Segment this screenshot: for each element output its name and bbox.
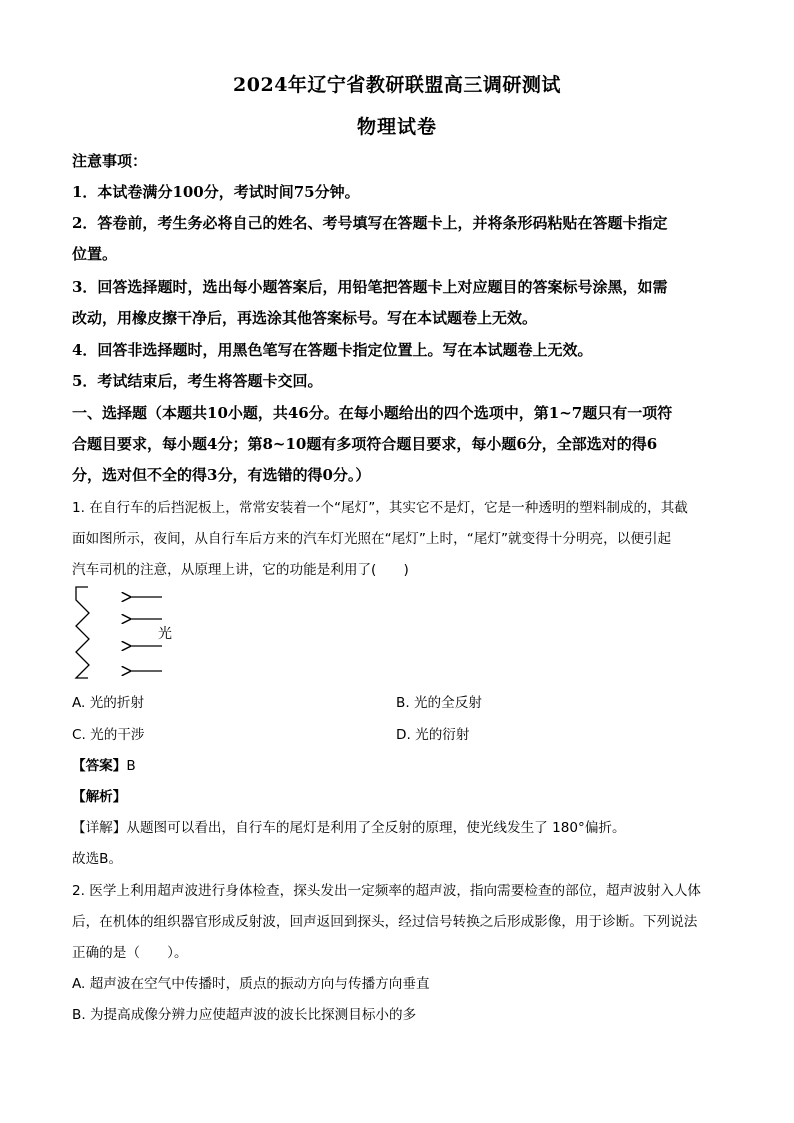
notice-item: 4．回答非选择题时，用黑色笔写在答题卡指定位置上。写在本试题卷上无效。 (72, 341, 593, 359)
q1-detail: 【详解】从题图可以看出，自行车的尾灯是利用了全反射的原理，使光线发生了 180°偏折。 (72, 820, 626, 836)
question-2-stem: 2. 医学上利用超声波进行身体检查，探头发出一定频率的超声波，指向需要检查的部位，超声波射入人体 (72, 883, 702, 899)
question-1-stem: 1. 在自行车的后挡泥板上，常常安装着一个“尾灯”，其实它不是灯，它是一种透明的塑料制成的，其截 (72, 500, 688, 516)
notice-item: 2．答卷前，考生务必将自己的姓名、考号填写在答题卡上，并将条形码粘贴在答题卡指定 (72, 214, 668, 232)
exam-title: 2024年辽宁省教研联盟高三调研测试 (233, 74, 561, 96)
q1-option-c: C. 光的干涉 (72, 727, 145, 743)
section-heading: 合题目要求，每小题4分；第8~10题有多项符合题目要求，每小题6分，全部选对的得6 (72, 435, 658, 453)
notice-item: 位置。 (72, 245, 118, 263)
question-1-stem: 面如图所示，夜间，从自行车后方来的汽车灯光照在“尾灯”上时，“尾灯”就变得十分明亮，以便引起 (72, 531, 672, 547)
exam-subject: 物理试卷 (356, 116, 437, 138)
q1-conclusion: 故选B。 (72, 851, 123, 867)
question-1-stem: 汽车司机的注意，从原理上讲，它的功能是利用了( ) (72, 562, 409, 578)
q2-option-b: B. 为提高成像分辨力应使超声波的波长比探测目标小的多 (72, 1007, 417, 1023)
section-heading: 分，选对但不全的得3分，有选错的得0分。） (72, 466, 371, 484)
notice-item: 改动，用橡皮擦干净后，再选涂其他答案标号。写在本试题卷上无效。 (72, 309, 538, 327)
question-2-stem: 后，在机体的组织器官形成反射波，回声返回到探头，经过信号转换之后形成影像，用于诊断。下列说法 (72, 914, 698, 930)
answer-value: B (126, 758, 136, 774)
zigzag-prism (76, 587, 89, 678)
q1-option-d: D. 光的衍射 (396, 727, 470, 743)
q1-option-b: B. 光的全反射 (396, 695, 482, 711)
answer-label: 【答案】 (72, 758, 127, 774)
tail-light-diagram (72, 580, 212, 685)
q1-analysis-label: 【解析】 (72, 789, 127, 805)
question-2-stem: 正确的是（ ）。 (72, 945, 188, 961)
notice-item: 5．考试结束后，考生将答题卡交回。 (72, 372, 323, 390)
q1-answer (72, 754, 732, 774)
q2-option-a: A. 超声波在空气中传播时，质点的振动方向与传播方向垂直 (72, 976, 430, 992)
q1-option-a: A. 光的折射 (72, 695, 145, 711)
notice-heading: 注意事项： (72, 152, 148, 170)
tail-light-figure (72, 580, 212, 685)
light-label: 光 (158, 626, 172, 642)
section-heading: 一、选择题（本题共10小题，共46分。在每小题给出的四个选项中，第1~7题只有一项符 (72, 404, 673, 422)
notice-item: 3．回答选择题时，选出每小题答案后，用铅笔把答题卡上对应题目的答案标号涂黑，如需 (72, 278, 668, 296)
notice-item: 1．本试卷满分100分，考试时间75分钟。 (72, 183, 360, 201)
